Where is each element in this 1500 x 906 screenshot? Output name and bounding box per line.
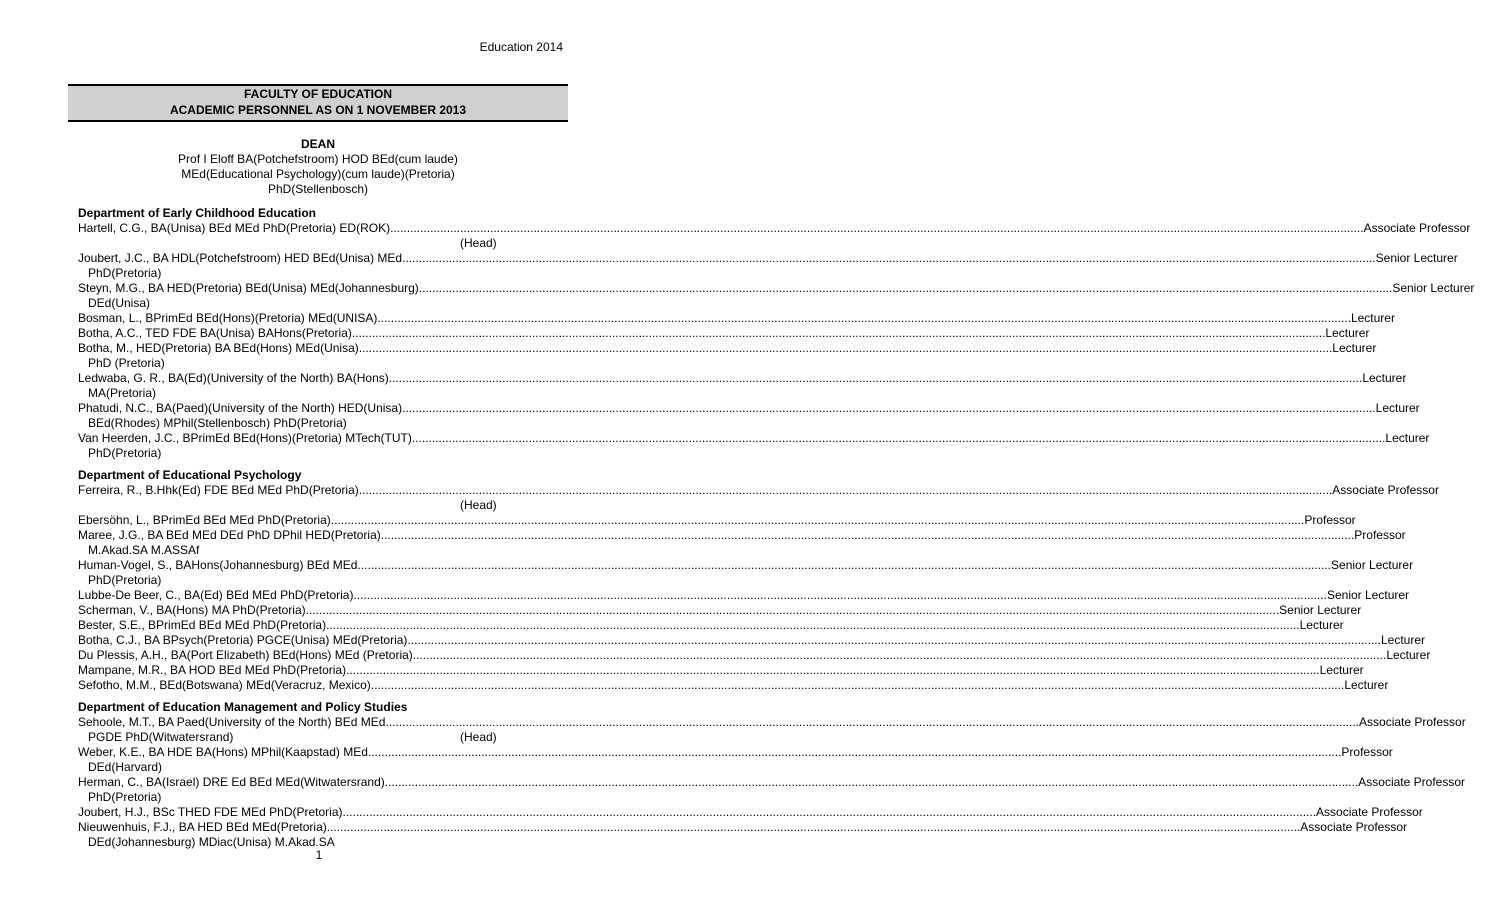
dot-leader xyxy=(327,820,1301,835)
continued-position xyxy=(460,386,568,401)
continued-qualifications xyxy=(88,498,460,513)
staff-entry-continuation xyxy=(78,730,568,745)
staff-name-qualifications: Herman, C., BA(Israel) DRE Ed BEd MEd(Witwatersrand) xyxy=(78,775,385,789)
staff-name-qualifications: Steyn, M.G., BA HED(Pretoria) BEd(Unisa) MEd(Johannesburg) xyxy=(78,281,419,295)
continued-qualifications: DEd(Harvard) xyxy=(88,760,163,774)
continued-qualifications: PhD (Pretoria) xyxy=(88,356,165,370)
staff-position: Associate Professor xyxy=(1358,775,1465,789)
continued-position xyxy=(460,573,568,588)
staff-position: Lecturer xyxy=(1385,431,1430,445)
staff-entry xyxy=(78,341,1377,356)
staff-position: Associate Professor xyxy=(1316,805,1423,819)
staff-entry-continuation xyxy=(78,356,568,371)
staff-position: Lecturer xyxy=(1350,311,1395,325)
staff-entry xyxy=(78,281,1475,296)
staff-entry xyxy=(78,805,1423,820)
staff-position: Senior Lecturer xyxy=(1279,603,1362,617)
dot-leader xyxy=(407,633,1381,648)
continued-position xyxy=(460,356,568,371)
staff-name-qualifications: Ledwaba, G. R., BA(Ed)(University of the North) BA(Hons) xyxy=(78,371,389,385)
staff-entry xyxy=(78,513,1356,528)
dot-leader xyxy=(331,513,1305,528)
continued-position xyxy=(460,266,568,281)
continued-qualifications: DEd(Unisa) xyxy=(88,296,151,310)
staff-entry xyxy=(78,745,1393,760)
personnel-subtitle: ACADEMIC PERSONNEL AS ON 1 NOVEMBER 2013 xyxy=(169,103,467,117)
dot-leader xyxy=(377,311,1351,326)
continued-position xyxy=(460,446,568,461)
staff-name-qualifications: Weber, K.E., BA HDE BA(Hons) MPhil(Kaapstad) MEd xyxy=(78,745,368,759)
staff-name-qualifications: Sehoole, M.T., BA Paed(University of the North) BEd MEd xyxy=(78,715,386,729)
dot-leader xyxy=(359,483,1333,498)
dean-block xyxy=(68,137,568,197)
continued-position xyxy=(460,790,568,805)
department-heading: Department of Education Management and Policy Studies xyxy=(78,700,408,714)
continued-qualifications: MA(Pretoria) xyxy=(88,386,157,400)
staff-position: Lecturer xyxy=(1344,678,1389,692)
dot-leader xyxy=(381,528,1355,543)
department-heading: Department of Educational Psychology xyxy=(78,468,302,482)
continued-position xyxy=(460,296,568,311)
dot-leader xyxy=(343,805,1317,820)
page-number: 1 xyxy=(315,848,323,862)
staff-name-qualifications: Human-Vogel, S., BAHons(Johannesburg) BEd MEd xyxy=(78,558,358,572)
staff-name-qualifications: Hartell, C.G., BA(Unisa) BEd MEd PhD(Pretoria) ED(ROK) xyxy=(78,221,391,235)
staff-name-qualifications: Botha, C.J., BA BPsych(Pretoria) PGCE(Unisa) MEd(Pretoria) xyxy=(78,633,408,647)
dot-leader xyxy=(413,648,1387,663)
continued-qualifications: PGDE PhD(Witwatersrand) xyxy=(88,730,234,744)
staff-entry xyxy=(78,648,1431,663)
staff-position: Professor xyxy=(1304,513,1356,527)
staff-entry-continuation xyxy=(78,498,568,513)
staff-entry-continuation xyxy=(78,573,568,588)
staff-entry xyxy=(78,603,1362,618)
staff-name-qualifications: Lubbe-De Beer, C., BA(Ed) BEd MEd PhD(Pretoria) xyxy=(78,588,354,602)
staff-entry xyxy=(78,431,1430,446)
dot-leader xyxy=(385,715,1359,730)
staff-entry xyxy=(78,588,1410,603)
staff-name-qualifications: Scherman, V., BA(Hons) MA PhD(Pretoria) xyxy=(78,603,306,617)
staff-position: Lecturer xyxy=(1386,648,1431,662)
dot-leader xyxy=(359,341,1333,356)
staff-position: Associate Professor xyxy=(1332,483,1439,497)
staff-entry-continuation xyxy=(78,760,568,775)
staff-entry xyxy=(78,820,1408,835)
dot-leader xyxy=(385,775,1359,790)
staff-entry xyxy=(78,371,1407,386)
dot-leader xyxy=(357,558,1331,573)
dot-leader xyxy=(326,618,1300,633)
dot-leader xyxy=(368,745,1342,760)
staff-position: Lecturer xyxy=(1325,326,1370,340)
continued-position: (Head) xyxy=(460,730,497,744)
continued-qualifications: PhD(Pretoria) xyxy=(88,790,162,804)
staff-name-qualifications: Botha, M., HED(Pretoria) BA BEd(Hons) MEd(Unisa) xyxy=(78,341,359,355)
department-heading: Department of Early Childhood Education xyxy=(78,206,317,220)
dot-leader xyxy=(412,431,1386,446)
staff-entry-continuation xyxy=(78,386,568,401)
continued-qualifications: PhD(Pretoria) xyxy=(88,266,162,280)
dot-leader xyxy=(306,603,1280,618)
staff-position: Senior Lecturer xyxy=(1375,251,1458,265)
dot-leader xyxy=(371,678,1345,693)
dot-leader xyxy=(402,401,1376,416)
continued-position xyxy=(460,416,568,431)
continued-position xyxy=(460,543,568,558)
dot-leader xyxy=(352,326,1326,341)
faculty-title: FACULTY OF EDUCATION xyxy=(244,87,392,101)
staff-position: Senior Lecturer xyxy=(1331,558,1414,572)
staff-entry xyxy=(78,483,1439,498)
personnel-listing xyxy=(78,206,1475,850)
title-banner xyxy=(68,84,568,122)
dot-leader xyxy=(390,221,1364,236)
staff-name-qualifications: Sefotho, M.M., BEd(Botswana) MEd(Veracruz, Mexico) xyxy=(78,678,371,692)
staff-position: Associate Professor xyxy=(1359,715,1466,729)
staff-position: Senior Lecturer xyxy=(1326,588,1410,602)
staff-entry xyxy=(78,251,1458,266)
staff-entry xyxy=(78,311,1395,326)
staff-entry-continuation xyxy=(78,790,568,805)
continued-qualifications: BEd(Rhodes) MPhil(Stellenbosch) PhD(Pretoria) xyxy=(88,416,347,430)
staff-entry-continuation xyxy=(78,416,568,431)
staff-entry-continuation xyxy=(78,236,568,251)
staff-name-qualifications: Ferreira, R., B.Hhk(Ed) FDE BEd MEd PhD(Pretoria) xyxy=(78,483,359,497)
staff-name-qualifications: Botha, A.C., TED FDE BA(Unisa) BAHons(Pretoria) xyxy=(78,326,352,340)
dot-leader xyxy=(346,663,1320,678)
staff-name-qualifications: Mampane, M.R., BA HOD BEd MEd PhD(Pretoria) xyxy=(78,663,347,677)
dot-leader xyxy=(389,371,1363,386)
dean-line-3: PhD(Stellenbosch) xyxy=(267,182,369,196)
staff-entry xyxy=(78,678,1389,693)
staff-entry xyxy=(78,326,1370,341)
staff-position: Lecturer xyxy=(1380,633,1425,647)
continued-qualifications: PhD(Pretoria) xyxy=(88,446,162,460)
dot-leader xyxy=(353,588,1327,603)
staff-name-qualifications: Maree, J.G., BA BEd MEd DEd PhD DPhil HED(Pretoria) xyxy=(78,528,381,542)
staff-entry xyxy=(78,663,1364,678)
staff-position: Associate Professor xyxy=(1363,221,1471,235)
dot-leader xyxy=(402,251,1376,266)
staff-entry-continuation xyxy=(78,543,568,558)
running-header: Education 2014 xyxy=(479,40,563,54)
staff-name-qualifications: Phatudi, N.C., BA(Paed)(University of the North) HED(Unisa) xyxy=(78,401,403,415)
staff-name-qualifications: Bosman, L., BPrimEd BEd(Hons)(Pretoria) MEd(UNISA) xyxy=(78,311,378,325)
staff-entry-continuation xyxy=(78,266,568,281)
continued-qualifications: M.Akad.SA M.ASSAf xyxy=(88,543,200,557)
staff-position: Lecturer xyxy=(1375,401,1420,415)
staff-position: Lecturer xyxy=(1319,663,1364,677)
staff-position: Lecturer xyxy=(1332,341,1377,355)
staff-entry xyxy=(78,618,1344,633)
continued-position xyxy=(460,760,568,775)
staff-position: Lecturer xyxy=(1362,371,1407,385)
staff-position: Associate Professor xyxy=(1300,820,1408,834)
staff-position: Professor xyxy=(1354,528,1406,542)
staff-name-qualifications: Joubert, H.J., BSc THED FDE MEd PhD(Pretoria) xyxy=(78,805,343,819)
staff-position: Professor xyxy=(1341,745,1393,759)
continued-qualifications xyxy=(88,236,460,251)
continued-qualifications: PhD(Pretoria) xyxy=(88,573,162,587)
staff-name-qualifications: Nieuwenhuis, F.J., BA HED BEd MEd(Pretoria) xyxy=(78,820,327,834)
staff-entry-continuation xyxy=(78,296,568,311)
staff-position: Lecturer xyxy=(1299,618,1344,632)
staff-entry-continuation xyxy=(78,446,568,461)
dean-heading: DEAN xyxy=(300,137,335,151)
dean-line-1: Prof I Eloff BA(Potchefstroom) HOD BEd(cum laude) xyxy=(178,152,458,166)
staff-name-qualifications: Du Plessis, A.H., BA(Port Elizabeth) BEd(Hons) MEd (Pretoria) xyxy=(78,648,413,662)
staff-name-qualifications: Joubert, J.C., BA HDL(Potchefstroom) HED BEd(Unisa) MEd xyxy=(78,251,403,265)
continued-position: (Head) xyxy=(460,236,497,250)
staff-entry xyxy=(78,221,1471,236)
dean-line-2: MEd(Educational Psychology)(cum laude)(Pretoria) xyxy=(181,167,455,181)
staff-entry xyxy=(78,401,1420,416)
dot-leader xyxy=(419,281,1393,296)
staff-name-qualifications: Bester, S.E., BPrimEd BEd MEd PhD(Pretoria) xyxy=(78,618,327,632)
staff-entry xyxy=(78,558,1414,573)
staff-entry xyxy=(78,775,1465,790)
staff-entry xyxy=(78,633,1425,648)
staff-entry xyxy=(78,528,1406,543)
staff-name-qualifications: Ebersöhn, L., BPrimEd BEd MEd PhD(Pretoria) xyxy=(78,513,331,527)
staff-name-qualifications: Van Heerden, J.C., BPrimEd BEd(Hons)(Pretoria) MTech(TUT) xyxy=(78,431,412,445)
staff-position: Senior Lecturer xyxy=(1392,281,1475,295)
continued-position: (Head) xyxy=(460,498,497,512)
continued-qualifications: DEd(Johannesburg) MDiac(Unisa) M.Akad.SA xyxy=(88,835,335,849)
staff-entry xyxy=(78,715,1466,730)
